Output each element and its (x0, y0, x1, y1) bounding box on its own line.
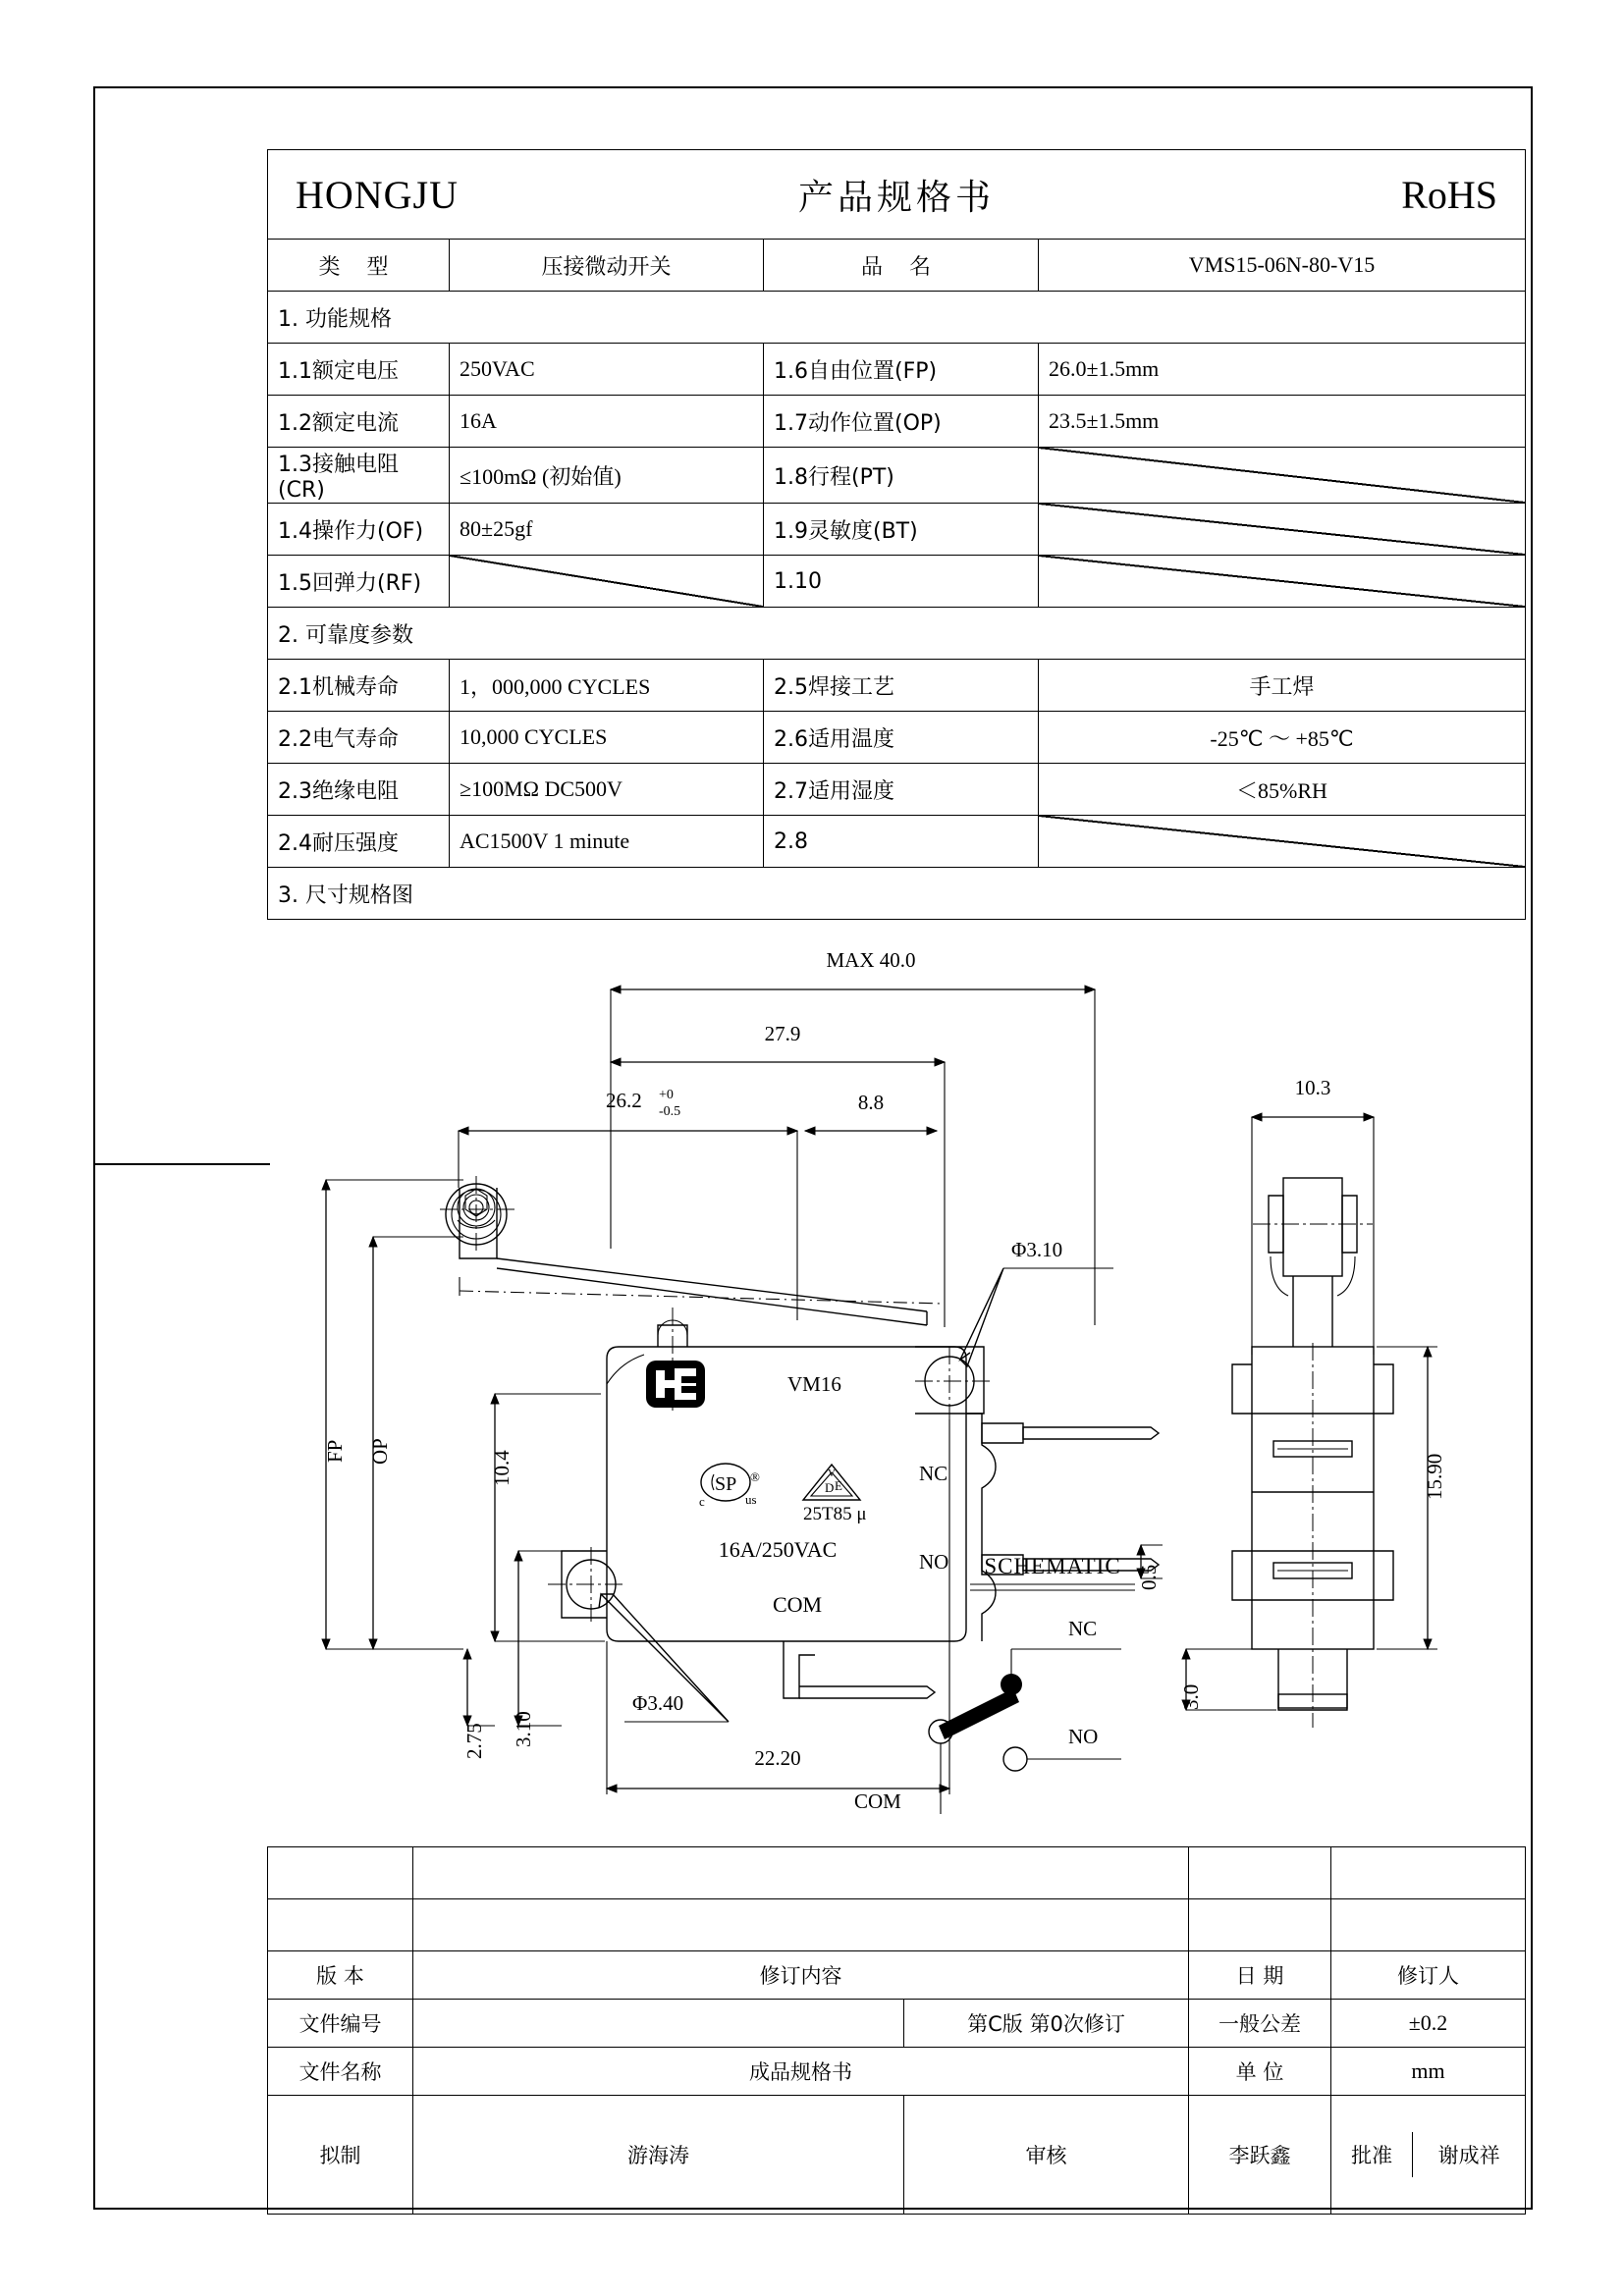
terminal-label-nc: NC (919, 1462, 948, 1485)
dimension-drawing (267, 864, 1525, 1845)
schematic-title: SCHEMATIC (984, 1554, 1121, 1578)
revision-date (1189, 1847, 1331, 1899)
signature-row (268, 2096, 1526, 2215)
spec-label: 1.8行程(PT) (764, 448, 1039, 504)
checked-label: 审核 (904, 2096, 1189, 2215)
table-row (268, 660, 1526, 712)
terminal-label-no: NO (919, 1550, 949, 1574)
table-row (268, 448, 1526, 504)
table-row (268, 344, 1526, 396)
tolerance-value: ±0.2 (1331, 2000, 1526, 2048)
revision-version (268, 1899, 413, 1951)
doc-number-row (268, 2000, 1526, 2048)
svg-text:c: c (699, 1494, 705, 1509)
dim-text-26-2: 26.2 (606, 1089, 642, 1112)
spec-label: 1.10 (764, 556, 1039, 608)
table-row (268, 504, 1526, 556)
schematic-label-no: NO (1068, 1725, 1099, 1748)
spec-value: 1，000,000 CYCLES (450, 660, 764, 712)
dim-text-8-8: 8.8 (857, 1091, 885, 1114)
dim-tol-lower: -0.5 (659, 1104, 681, 1119)
dim-text-27-9: 27.9 (764, 1022, 801, 1045)
spec-label: 2.1机械寿命 (268, 660, 450, 712)
spec-value: 250VAC (450, 344, 764, 396)
revision-date-header: 日 期 (1189, 1951, 1331, 2000)
revision-version-header: 版 本 (268, 1951, 413, 2000)
spec-value: 23.5±1.5mm (1039, 396, 1526, 448)
svg-text:us: us (745, 1492, 757, 1507)
spec-label: 2.3绝缘电阻 (268, 764, 450, 816)
checked-value: 李跃鑫 (1189, 2096, 1331, 2215)
spec-label: 2.6适用温度 (764, 712, 1039, 764)
dim-text-dia-3-10: Φ3.10 (1011, 1238, 1063, 1261)
revision-note: 第C版 第0次修订 (904, 2000, 1189, 2048)
section3-heading: 3. 尺寸规格图 (268, 868, 1526, 920)
spec-label: 1.2额定电流 (268, 396, 450, 448)
section2-heading-row (268, 608, 1526, 660)
revision-header-row (268, 1951, 1526, 2000)
spec-value: -25℃ ～ +85℃ (1039, 712, 1526, 764)
spec-value: 10,000 CYCLES (450, 712, 764, 764)
revision-content (413, 1847, 1189, 1899)
approved-value: 谢成祥 (1437, 2144, 1500, 2167)
product-name-label: 品 名 (764, 240, 1039, 292)
spec-value: ＜85%RH (1039, 764, 1526, 816)
spec-label: 1.3接触电阻(CR) (268, 448, 450, 504)
revision-date (1189, 1899, 1331, 1951)
svg-text:®: ® (750, 1469, 760, 1484)
dim-text-15-90: 15.90 (1423, 1453, 1446, 1500)
frame-zone-tick (95, 1163, 270, 1165)
spec-value: 26.0±1.5mm (1039, 344, 1526, 396)
spec-label: 1.9灵敏度(BT) (764, 504, 1039, 556)
revision-content-header: 修订内容 (413, 1951, 1189, 2000)
dim-text-0-5: 0.5 (1137, 1564, 1161, 1590)
spec-label: 2.7适用湿度 (764, 764, 1039, 816)
spec-label: 1.5回弹力(RF) (268, 556, 450, 608)
doc-number-value (413, 2000, 904, 2048)
spec-value: ≤100mΩ (初始值) (450, 448, 764, 504)
doc-name-value: 成品规格书 (413, 2048, 1189, 2096)
brand-logo-icon (646, 1361, 705, 1408)
revision-version (268, 1847, 413, 1899)
approved-pair (1331, 2096, 1526, 2215)
dim-text-2-75: 2.75 (462, 1723, 486, 1759)
prepared-label: 拟制 (268, 2096, 413, 2215)
spec-label: 1.4操作力(OF) (268, 504, 450, 556)
dim-text-FP: FP (323, 1439, 347, 1463)
spec-label: 1.1额定电压 (268, 344, 450, 396)
spec-value-empty (1039, 816, 1526, 868)
vde-certification-icon (803, 1465, 860, 1500)
spec-value-empty (1039, 448, 1526, 504)
schematic-label-com: COM (854, 1789, 901, 1813)
rohs-badge: RoHS (1401, 172, 1497, 217)
product-identity-row (268, 240, 1526, 292)
doc-name-label: 文件名称 (268, 2048, 413, 2096)
revision-row (268, 1847, 1526, 1899)
spec-value: AC1500V 1 minute (450, 816, 764, 868)
body-model-text: VM16 (787, 1372, 841, 1396)
product-type-value: 压接微动开关 (450, 240, 764, 292)
page-title: 产品规格书 (797, 177, 995, 218)
spec-value-empty (1039, 556, 1526, 608)
dim-text-3-10: 3.10 (512, 1711, 535, 1747)
vde-code-text: 25T85 μ (803, 1504, 867, 1524)
svg-text:E: E (835, 1478, 842, 1493)
spec-label: 1.6自由位置(FP) (764, 344, 1039, 396)
svg-text:D: D (825, 1480, 835, 1495)
table-row (268, 816, 1526, 868)
spec-label: 2.8 (764, 816, 1039, 868)
spec-label: 1.7动作位置(OP) (764, 396, 1039, 448)
dim-text-10-3: 10.3 (1294, 1076, 1331, 1099)
svg-text:V: V (828, 1468, 836, 1479)
revision-reviser (1331, 1899, 1526, 1951)
revision-content (413, 1899, 1189, 1951)
csa-certification-icon (699, 1464, 760, 1509)
body-rating-text: 16A/250VAC (718, 1537, 838, 1562)
unit-value: mm (1331, 2048, 1526, 2096)
spec-label: 2.5焊接工艺 (764, 660, 1039, 712)
spec-label: 2.4耐压强度 (268, 816, 450, 868)
header-cell (268, 150, 1526, 240)
dim-text-dia-3-40: Φ3.40 (632, 1691, 684, 1715)
spec-value: ≥100MΩ DC500V (450, 764, 764, 816)
dim-text-3-0: 3.0 (1179, 1683, 1203, 1710)
spec-value: 手工焊 (1039, 660, 1526, 712)
revision-reviser-header: 修订人 (1331, 1951, 1526, 2000)
section1-heading: 1. 功能规格 (268, 292, 1526, 344)
unit-label: 单 位 (1189, 2048, 1331, 2096)
spec-value: 80±25gf (450, 504, 764, 556)
table-row (268, 556, 1526, 608)
product-type-label: 类 型 (268, 240, 450, 292)
section2-heading: 2. 可靠度参数 (268, 608, 1526, 660)
table-row (268, 764, 1526, 816)
prepared-value: 游海涛 (413, 2096, 904, 2215)
doc-name-row (268, 2048, 1526, 2096)
spec-value-empty (1039, 504, 1526, 556)
company-logo-text: HONGJU (296, 172, 459, 217)
dim-tol-upper: +0 (659, 1088, 674, 1102)
section1-heading-row (268, 292, 1526, 344)
spec-value-empty (450, 556, 764, 608)
terminal-label-com: COM (772, 1592, 823, 1617)
approved-label: 批准 (1331, 2132, 1413, 2177)
dim-text-22-20: 22.20 (754, 1746, 801, 1770)
dim-text-overall-length: MAX 40.0 (826, 948, 916, 972)
specification-table (267, 149, 1526, 920)
table-row (268, 712, 1526, 764)
tolerance-label: 一般公差 (1189, 2000, 1331, 2048)
product-name-value: VMS15-06N-80-V15 (1039, 240, 1526, 292)
spec-value: 16A (450, 396, 764, 448)
svg-text:SP: SP (715, 1473, 737, 1495)
revision-row (268, 1899, 1526, 1951)
document-header-row (268, 150, 1526, 240)
dim-text-10-4: 10.4 (490, 1450, 514, 1486)
spec-label: 2.2电气寿命 (268, 712, 450, 764)
doc-number-label: 文件编号 (268, 2000, 413, 2048)
title-block-table (267, 1846, 1526, 2215)
table-row (268, 396, 1526, 448)
schematic-label-nc: NC (1068, 1617, 1098, 1640)
revision-reviser (1331, 1847, 1526, 1899)
dim-text-OP: OP (368, 1438, 392, 1465)
